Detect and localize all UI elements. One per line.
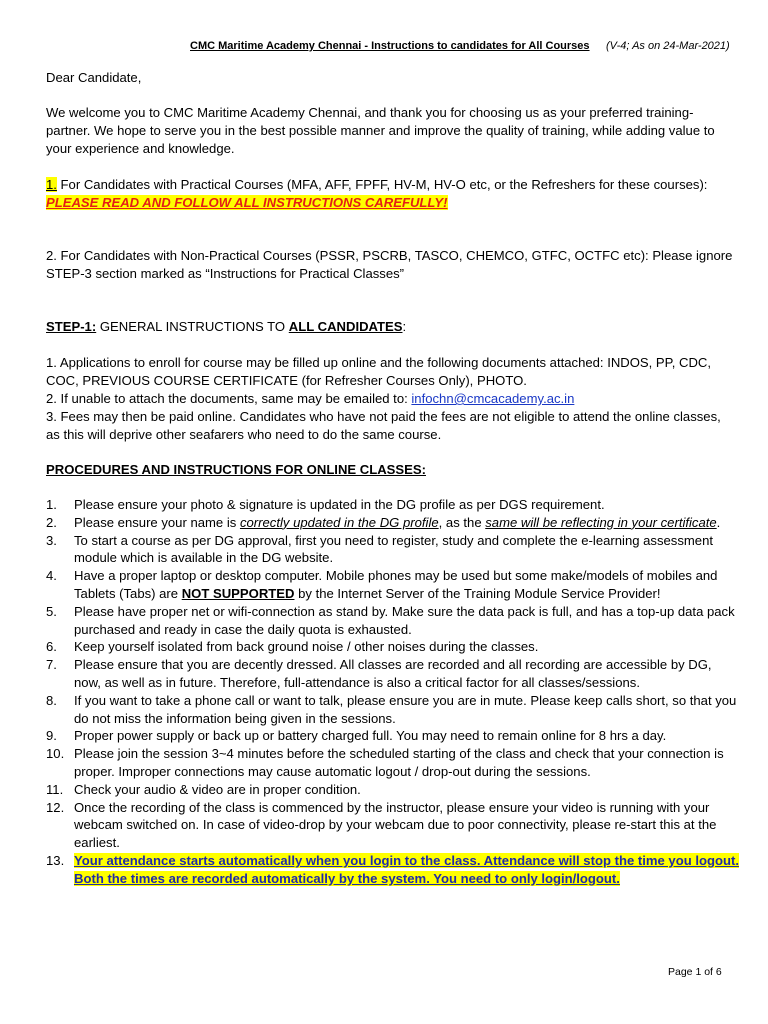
list-item-text: Please join the session 3~4 minutes before the scheduled starting of the class and check that your connection is proper. Improper connections may cause automatic logout / drop-out during the sessions. <box>74 746 724 779</box>
list-item <box>46 496 742 514</box>
step-1-colon: : <box>402 319 407 334</box>
list-item-number: 7. <box>46 657 57 673</box>
list-item <box>46 727 742 745</box>
document-header-title: CMC Maritime Academy Chennai - Instructions to candidates for All Courses <box>190 40 590 52</box>
list-item-text: Please ensure your photo & signature is updated in the DG profile as per DGS requirement. <box>74 497 605 512</box>
point-1-practical-courses <box>46 176 736 212</box>
list-item-number: 10. <box>46 746 65 762</box>
online-classes-heading: PROCEDURES AND INSTRUCTIONS FOR ONLINE CLASSES: <box>46 462 426 477</box>
list-item-number: 3. <box>46 532 57 548</box>
list-item-text: Have a proper laptop or desktop computer. Mobile phones may be used but some make/models of mobiles and Tablets (Tabs) are <box>74 568 718 601</box>
email-link[interactable]: infochn@cmcacademy.ac.in <box>411 391 575 406</box>
list-item-number: 12. <box>46 799 65 815</box>
list-item-text: Check your audio & video are in proper condition. <box>74 781 361 797</box>
certificate-emphasis: same will be reflecting in your certificate <box>485 514 717 530</box>
page-number: Page 1 of 6 <box>668 966 722 978</box>
list-item-text: Please ensure that you are decently dressed. All classes are recorded and all recording are accessible by DG, now, as well as in future. Therefore, full-attendance is also a critical factor for all classes/sessions. <box>74 657 712 690</box>
list-item-number: 13. <box>46 852 65 868</box>
list-item-number: 6. <box>46 639 57 655</box>
list-item <box>46 532 742 568</box>
list-item <box>46 852 742 888</box>
step-1-label: STEP-1: <box>46 319 97 334</box>
not-supported-emphasis: NOT SUPPORTED <box>181 585 295 601</box>
list-item-text: , as the <box>438 514 486 530</box>
list-item-number: 2. <box>46 514 57 530</box>
list-item-number: 8. <box>46 692 57 708</box>
point-1-text: For Candidates with Practical Courses (MFA, AFF, FPFF, HV-M, HV-O etc, or the Refreshers for these courses): <box>56 177 708 192</box>
general-item-1: 1. Applications to enroll for course may be filled up online and the following documents attached: INDOS, PP, CDC, COC, PREVIOUS COURSE CERTIFICATE (for Refresher Courses Only), PHOTO. <box>46 355 711 388</box>
list-item-text: Keep yourself isolated from back ground noise / other noises during the classes. <box>74 639 539 655</box>
read-carefully-warning: PLEASE READ AND FOLLOW ALL INSTRUCTIONS CAREFULLY! <box>46 195 448 210</box>
list-item <box>46 656 742 692</box>
online-instructions-list <box>46 496 742 888</box>
list-item-number: 5. <box>46 603 57 619</box>
general-item-2 <box>46 390 736 408</box>
list-item-text: If you want to take a phone call or want to talk, please ensure you are in mute. Please keep calls short, so that you do not miss the information being given in the sessions. <box>74 692 737 726</box>
list-item-text: To start a course as per DG approval, first you need to register, study and complete the e-learning assessment module which is available in the DG website. <box>74 532 714 566</box>
point-2-non-practical-courses: 2. For Candidates with Non-Practical Courses (PSSR, PSCRB, TASCO, CHEMCO, GTFC, OCTFC etc): Please ignore STEP-3 section marked as “Instructions for Practical Classes” <box>46 248 733 281</box>
list-item-number: 9. <box>46 728 57 744</box>
general-item-2-text: 2. If unable to attach the documents, same may be emailed to: <box>46 391 412 406</box>
list-item-text: Please have proper net or wifi-connection as stand by. Make sure the data pack is full, and has a top-up data pack purchased and ready in case the daily quota is exhausted. <box>74 603 735 637</box>
point-1-number: 1. <box>46 177 57 192</box>
step-1-heading <box>46 318 736 336</box>
list-item-text: Please ensure your name is <box>74 514 240 530</box>
general-instructions <box>46 354 736 444</box>
step-1-text: GENERAL INSTRUCTIONS TO <box>96 319 289 334</box>
list-item <box>46 799 742 852</box>
step-1-target: ALL CANDIDATES <box>288 319 403 334</box>
list-item <box>46 514 742 532</box>
list-item-text: Proper power supply or back up or battery charged full. You may need to remain online for 8 hrs a day. <box>74 728 667 744</box>
list-item <box>46 692 742 728</box>
list-item <box>46 781 742 799</box>
list-item <box>46 603 742 639</box>
list-item-text: by the Internet Server of the Training Module Service Provider! <box>294 585 661 601</box>
list-item <box>46 745 742 781</box>
document-version: (V-4; As on 24-Mar-2021) <box>606 40 730 52</box>
list-item <box>46 567 742 603</box>
list-item-text: . <box>716 514 721 530</box>
welcome-paragraph: We welcome you to CMC Maritime Academy Chennai, and thank you for choosing us as your preferred training-partner. We hope to serve you in the best possible manner and improve the quality of training, while adding value to your experience and knowledge. <box>46 105 715 156</box>
dg-profile-emphasis: correctly updated in the DG profile <box>239 514 439 530</box>
general-item-3: 3. Fees may then be paid online. Candidates who have not paid the fees are not eligible to attend the online classes, as this will deprive other seafarers who need to do the same course. <box>46 409 721 442</box>
list-item-text: Once the recording of the class is commenced by the instructor, please ensure your video is running with your webcam switched on. In case of video-drop by your webcam due to poor connectivity, please re-start this at the earliest. <box>74 799 717 851</box>
greeting: Dear Candidate, <box>46 70 142 85</box>
list-item-number: 4. <box>46 568 57 584</box>
attendance-highlight: Your attendance starts automatically when you login to the class. Attendance will stop the time you logout. Both the times are recorded automatically by the system. You need to only login/logout. <box>74 852 739 886</box>
list-item-number: 1. <box>46 497 57 512</box>
list-item-number: 11. <box>46 781 64 797</box>
list-item <box>46 638 742 656</box>
